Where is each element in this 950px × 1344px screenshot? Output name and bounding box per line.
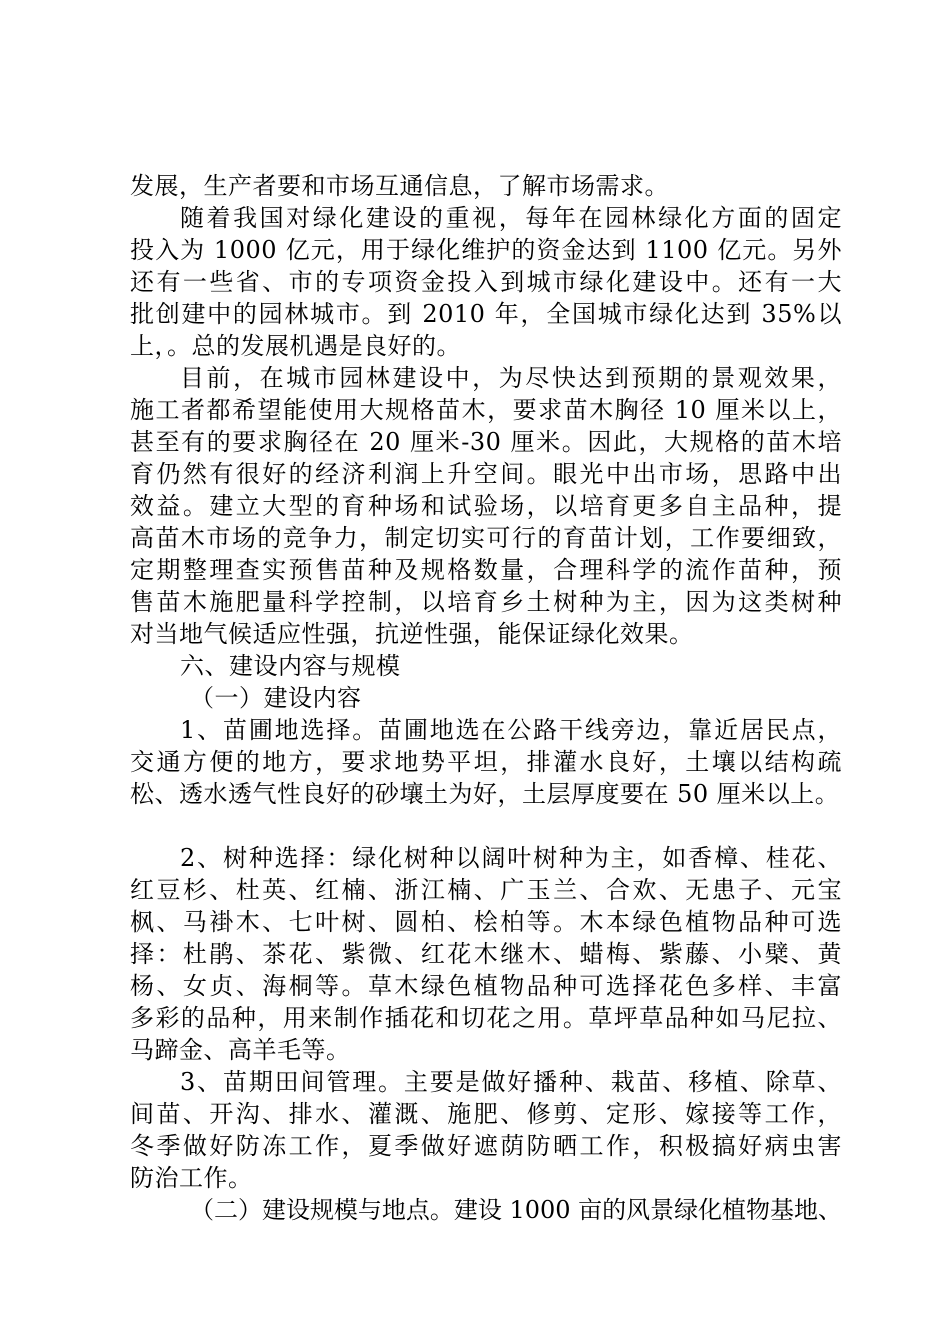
paragraph-market-info: [130, 170, 842, 202]
text-line: 松、透水透气性良好的砂壤土为好，土层厚度要在 50 厘米以上。: [130, 780, 840, 808]
text-line: 3、苗期田间管理。主要是做好播种、栽苗、移植、除草、: [180, 1068, 842, 1096]
document-page: [130, 170, 842, 1226]
text-line: 防治工作。: [130, 1164, 253, 1192]
text-line: 2、树种选择：绿化树种以阔叶树种为主，如香樟、桂花、: [180, 844, 842, 872]
text-line: 枫、马褂木、七叶树、圆柏、桧柏等。木本绿色植物品种可选: [130, 908, 842, 936]
text-line: 还有一些省、市的专项资金投入到城市绿化建设中。还有一大: [130, 268, 842, 296]
paragraph-nursery-site: [130, 714, 842, 810]
text-line: 甚至有的要求胸径在 20 厘米-30 厘米。因此，大规格的苗木培: [130, 428, 842, 456]
text-line: 冬季做好防冻工作，夏季做好遮荫防晒工作，积极搞好病虫害: [130, 1132, 842, 1160]
text-line: 随着我国对绿化建设的重视，每年在园林绿化方面的固定: [180, 204, 842, 232]
text-line: 多彩的品种，用来制作插花和切花之用。草坪草品种如马尼拉、: [130, 1004, 842, 1032]
text-line: 间苗、开沟、排水、灌溉、施肥、修剪、定形、嫁接等工作，: [130, 1100, 842, 1128]
text-line: 上，。总的发展机遇是良好的。: [130, 332, 461, 360]
subsection-heading-2: （二）建设规模与地点。建设 1000 亩的风景绿化植物基地、: [190, 1196, 842, 1224]
text-line: 施工者都希望能使用大规格苗木，要求苗木胸径 10 厘米以上，: [130, 396, 842, 424]
text-line: 马蹄金、高羊毛等。: [130, 1036, 351, 1064]
paragraph-investment: [130, 202, 842, 362]
paragraph-field-management: [130, 1066, 842, 1194]
section-heading-6: 六、建设内容与规模: [180, 652, 401, 680]
text-line: 红豆杉、杜英、红楠、浙江楠、广玉兰、合欢、无患子、元宝: [130, 876, 842, 904]
blank-line: [130, 810, 842, 842]
text-line: 择：杜鹃、茶花、紫微、红花木继木、蜡梅、紫藤、小檗、黄: [130, 940, 842, 968]
text-line: 目前，在城市园林建设中，为尽快达到预期的景观效果，: [180, 364, 842, 392]
text-line: 定期整理查实预售苗种及规格数量，合理科学的流作苗种，预: [130, 556, 842, 584]
text-line: 售苗木施肥量科学控制，以培育乡土树种为主，因为这类树种: [130, 588, 842, 616]
text-line: 效益。建立大型的育种场和试验场，以培育更多自主品种，提: [130, 492, 842, 520]
text-line: 育仍然有很好的经济利润上升空间。眼光中出市场，思路中出: [130, 460, 842, 488]
paragraph-current-situation: [130, 362, 842, 650]
subsection-heading-1: （一）建设内容: [190, 684, 362, 712]
paragraph-species: [130, 842, 842, 1066]
text-line: 交通方便的地方，要求地势平坦，排灌水良好，土壤以结构疏: [130, 748, 842, 776]
text-line: 1、苗圃地选择。苗圃地选在公路干线旁边，靠近居民点，: [180, 716, 842, 744]
text-line: 杨、女贞、海桐等。草木绿色植物品种可选择花色多样、丰富: [130, 972, 842, 1000]
text-line: 投入为 1000 亿元，用于绿化维护的资金达到 1100 亿元。另外: [130, 236, 842, 264]
text-line: 高苗木市场的竞争力，制定切实可行的育苗计划，工作要细致，: [130, 524, 842, 552]
text-line: 批创建中的园林城市。到 2010 年，全国城市绿化达到 35%以: [130, 300, 842, 328]
text-line: 对当地气候适应性强，抗逆性强，能保证绿化效果。: [130, 620, 694, 648]
text-line: 发展，生产者要和市场互通信息，了解市场需求。: [130, 172, 669, 200]
